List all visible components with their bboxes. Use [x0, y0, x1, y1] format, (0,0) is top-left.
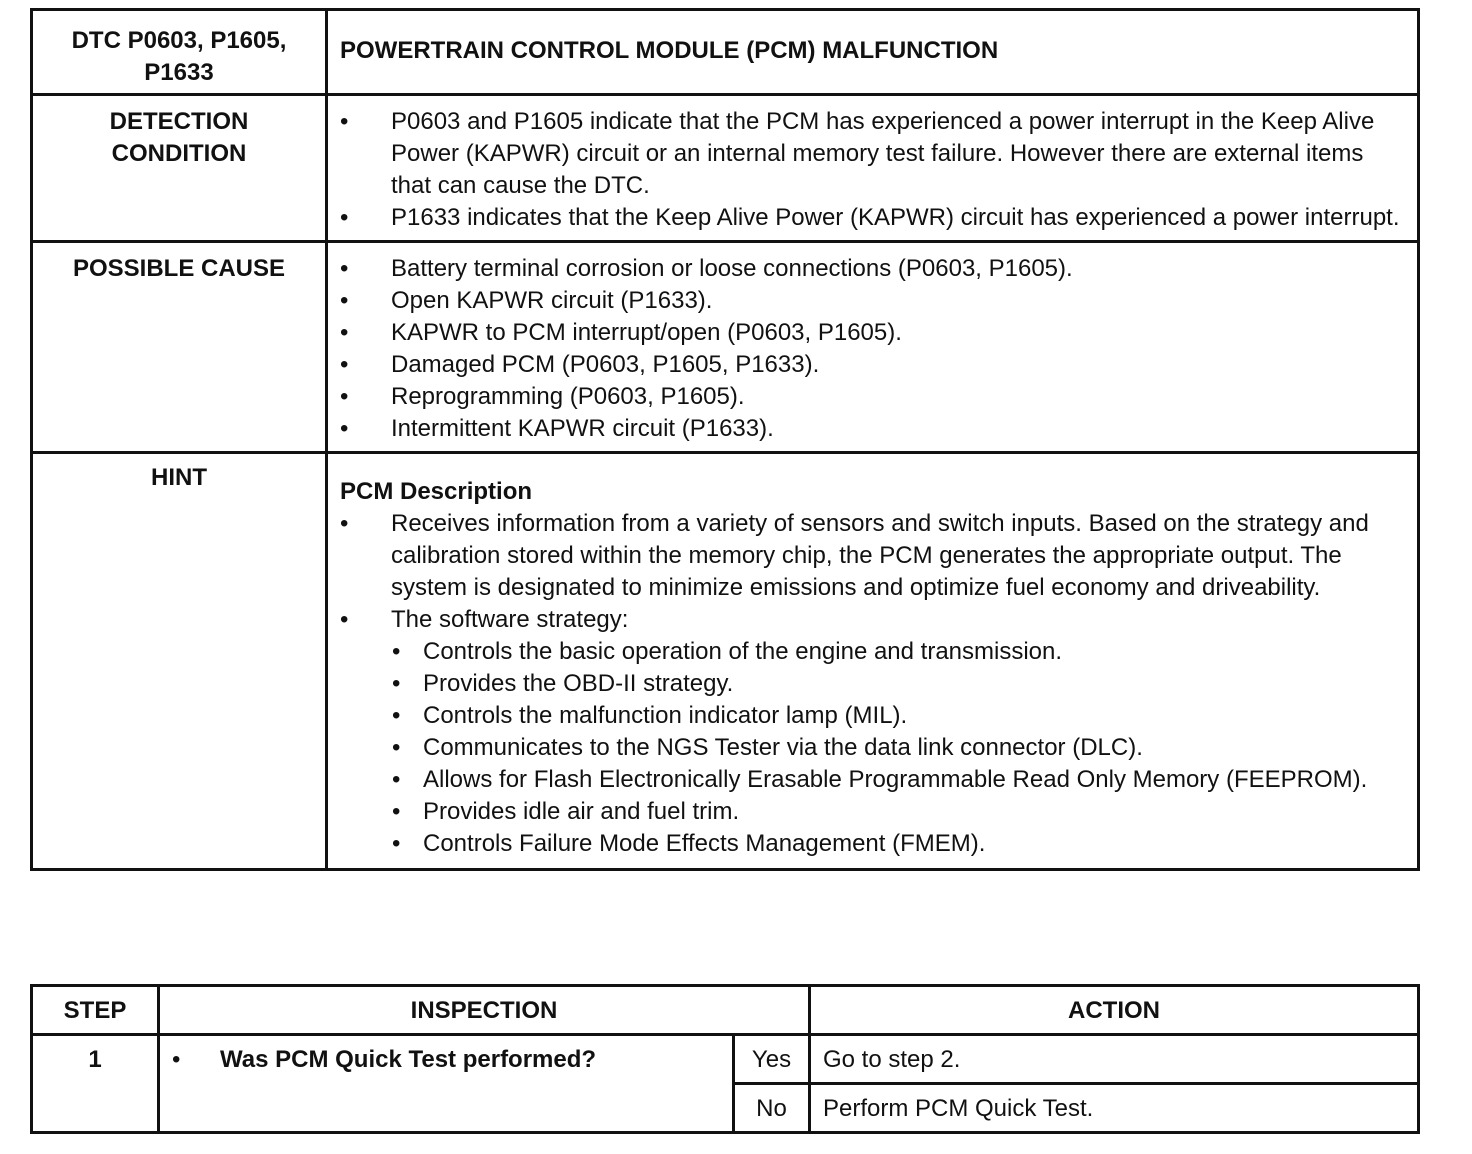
- list-item: • Damaged PCM (P0603, P1605, P1633).: [340, 349, 1405, 381]
- no-label: No: [734, 1084, 810, 1133]
- hint-list: [340, 508, 1405, 860]
- possible-cause-list: [340, 253, 1405, 445]
- page-title: POWERTRAIN CONTROL MODULE (PCM) MALFUNCTION: [327, 10, 1419, 95]
- sub-list-item: • Controls Failure Mode Effects Management (FMEM).: [391, 828, 1405, 860]
- yes-action: Go to step 2.: [810, 1035, 1419, 1084]
- hint-label: HINT: [32, 453, 327, 870]
- detection-row: [32, 95, 1419, 242]
- inspection-question: Was PCM Quick Test performed?: [220, 1046, 597, 1073]
- no-action: Perform PCM Quick Test.: [810, 1084, 1419, 1133]
- hint-content: [327, 453, 1419, 870]
- inspection-cell: [159, 1035, 734, 1133]
- list-item: • Open KAPWR circuit (P1633).: [340, 285, 1405, 317]
- yes-label: Yes: [734, 1035, 810, 1084]
- list-item: • KAPWR to PCM interrupt/open (P0603, P1605).: [340, 317, 1405, 349]
- step-table: [30, 984, 1420, 1134]
- dtc-code-line1: DTC P0603, P1605,: [71, 27, 287, 54]
- possible-cause-row: [32, 242, 1419, 453]
- detection-list: [340, 106, 1405, 234]
- possible-cause-label: POSSIBLE CAUSE: [32, 242, 327, 453]
- table-row: [32, 1035, 1419, 1084]
- bullet-icon: •: [172, 1046, 181, 1073]
- step-header-row: [32, 986, 1419, 1035]
- step-header: STEP: [32, 986, 159, 1035]
- detection-content: [327, 95, 1419, 242]
- action-header: ACTION: [810, 986, 1419, 1035]
- sub-list-item: • Controls the basic operation of the engine and transmission.: [391, 636, 1405, 668]
- possible-cause-content: [327, 242, 1419, 453]
- inspection-header: INSPECTION: [159, 986, 810, 1035]
- sub-list-item: • Allows for Flash Electronically Erasable Programmable Read Only Memory (FEEPROM).: [391, 764, 1405, 796]
- list-item: • Battery terminal corrosion or loose connections (P0603, P1605).: [340, 253, 1405, 285]
- detection-label-line1: DETECTION: [109, 108, 249, 135]
- sub-list-item: • Provides the OBD-II strategy.: [391, 668, 1405, 700]
- list-item: • Intermittent KAPWR circuit (P1633).: [340, 413, 1405, 445]
- list-item: • P0603 and P1605 indicate that the PCM has experienced a power interrupt in the Keep Alive Power (KAPWR) circuit or an internal memory test failure. However there are external items that can cause the DTC.: [340, 106, 1405, 202]
- sub-list-item: • Provides idle air and fuel trim.: [391, 796, 1405, 828]
- list-item: • P1633 indicates that the Keep Alive Power (KAPWR) circuit has experienced a power interrupt.: [340, 202, 1405, 234]
- dtc-code-line2: P1633: [144, 59, 214, 86]
- list-item: • Receives information from a variety of sensors and switch inputs. Based on the strategy and calibration stored within the memory chip, the PCM generates the appropriate output. The system is designated to minimize emissions and optimize fuel economy and driveability.: [340, 508, 1405, 604]
- dtc-table: [30, 8, 1420, 871]
- dtc-code-cell: [32, 10, 327, 95]
- hint-subtitle: PCM Description: [340, 478, 533, 505]
- list-item: [340, 604, 1405, 860]
- step-number: 1: [32, 1035, 159, 1133]
- sub-list-item: • Communicates to the NGS Tester via the data link connector (DLC).: [391, 732, 1405, 764]
- hint-row: [32, 453, 1419, 870]
- header-row: [32, 10, 1419, 95]
- detection-label-cell: [32, 95, 327, 242]
- detection-label-line2: CONDITION: [111, 140, 247, 167]
- hint-item2-text: • The software strategy:: [391, 606, 629, 633]
- hint-sublist: [391, 636, 1405, 860]
- sub-list-item: • Controls the malfunction indicator lamp (MIL).: [391, 700, 1405, 732]
- list-item: • Reprogramming (P0603, P1605).: [340, 381, 1405, 413]
